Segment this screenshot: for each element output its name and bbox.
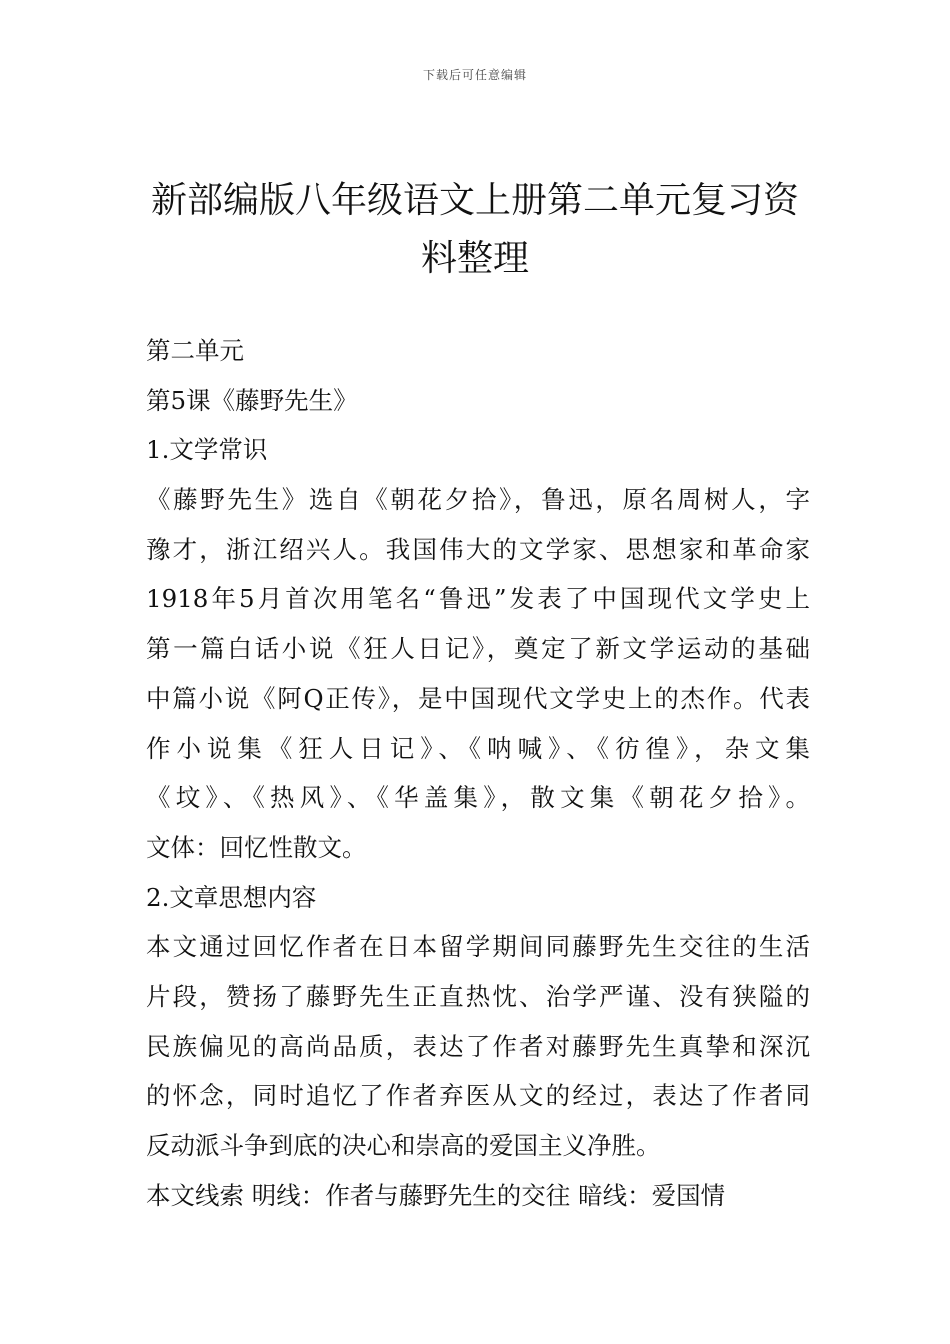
body-line: 的怀念，同时追忆了作者弃医从文的经过，表达了作者同: [146, 1081, 810, 1111]
header-note: 下载后可任意编辑: [422, 68, 527, 82]
document-title: 新部编版八年级语文上册第二单元复习资料整理: [150, 180, 799, 279]
body-line: 片段，赞扬了藤野先生正直热忱、治学严谨、没有狭隘的: [146, 981, 810, 1011]
body-line: 第一篇白话小说《狂人日记》，奠定了新文学运动的基础: [146, 634, 810, 664]
body-line: 本文线索 明线：作者与藤野先生的交往 暗线：爱国情: [146, 1180, 726, 1210]
body-line: 作小说集《狂人日记》、《呐喊》、《彷徨》，杂文集: [146, 733, 810, 763]
body-line: 1.文学常识: [146, 435, 268, 465]
body-line: 1918年5月首次用笔名“鲁迅”发表了中国现代文学史上: [146, 584, 810, 614]
body-line: 《坟》、《热风》、《华盖集》，散文集《朝花夕拾》。: [146, 783, 810, 813]
body-line: 第二单元: [146, 336, 244, 365]
body-line: 本文通过回忆作者在日本留学期间同藤野先生交往的生活: [146, 932, 810, 962]
body-line: 中篇小说《阿Q正传》，是中国现代文学史上的杰作。代表: [146, 683, 810, 713]
body-line: 2.文章思想内容: [146, 882, 317, 912]
body-line: 民族偏见的高尚品质，表达了作者对藤野先生真挚和深沉: [146, 1031, 810, 1061]
body-line: 《藤野先生》选自《朝花夕拾》，鲁迅，原名周树人，字: [146, 485, 810, 515]
body-line: 豫才，浙江绍兴人。我国伟大的文学家、思想家和革命家: [146, 534, 810, 564]
document-body: [146, 326, 810, 1220]
body-line: 文体：回忆性散文。: [146, 832, 367, 862]
body-line: 第5课《藤野先生》: [146, 385, 358, 415]
body-line: 反动派斗争到底的决心和崇高的爱国主义净胜。: [146, 1131, 661, 1160]
